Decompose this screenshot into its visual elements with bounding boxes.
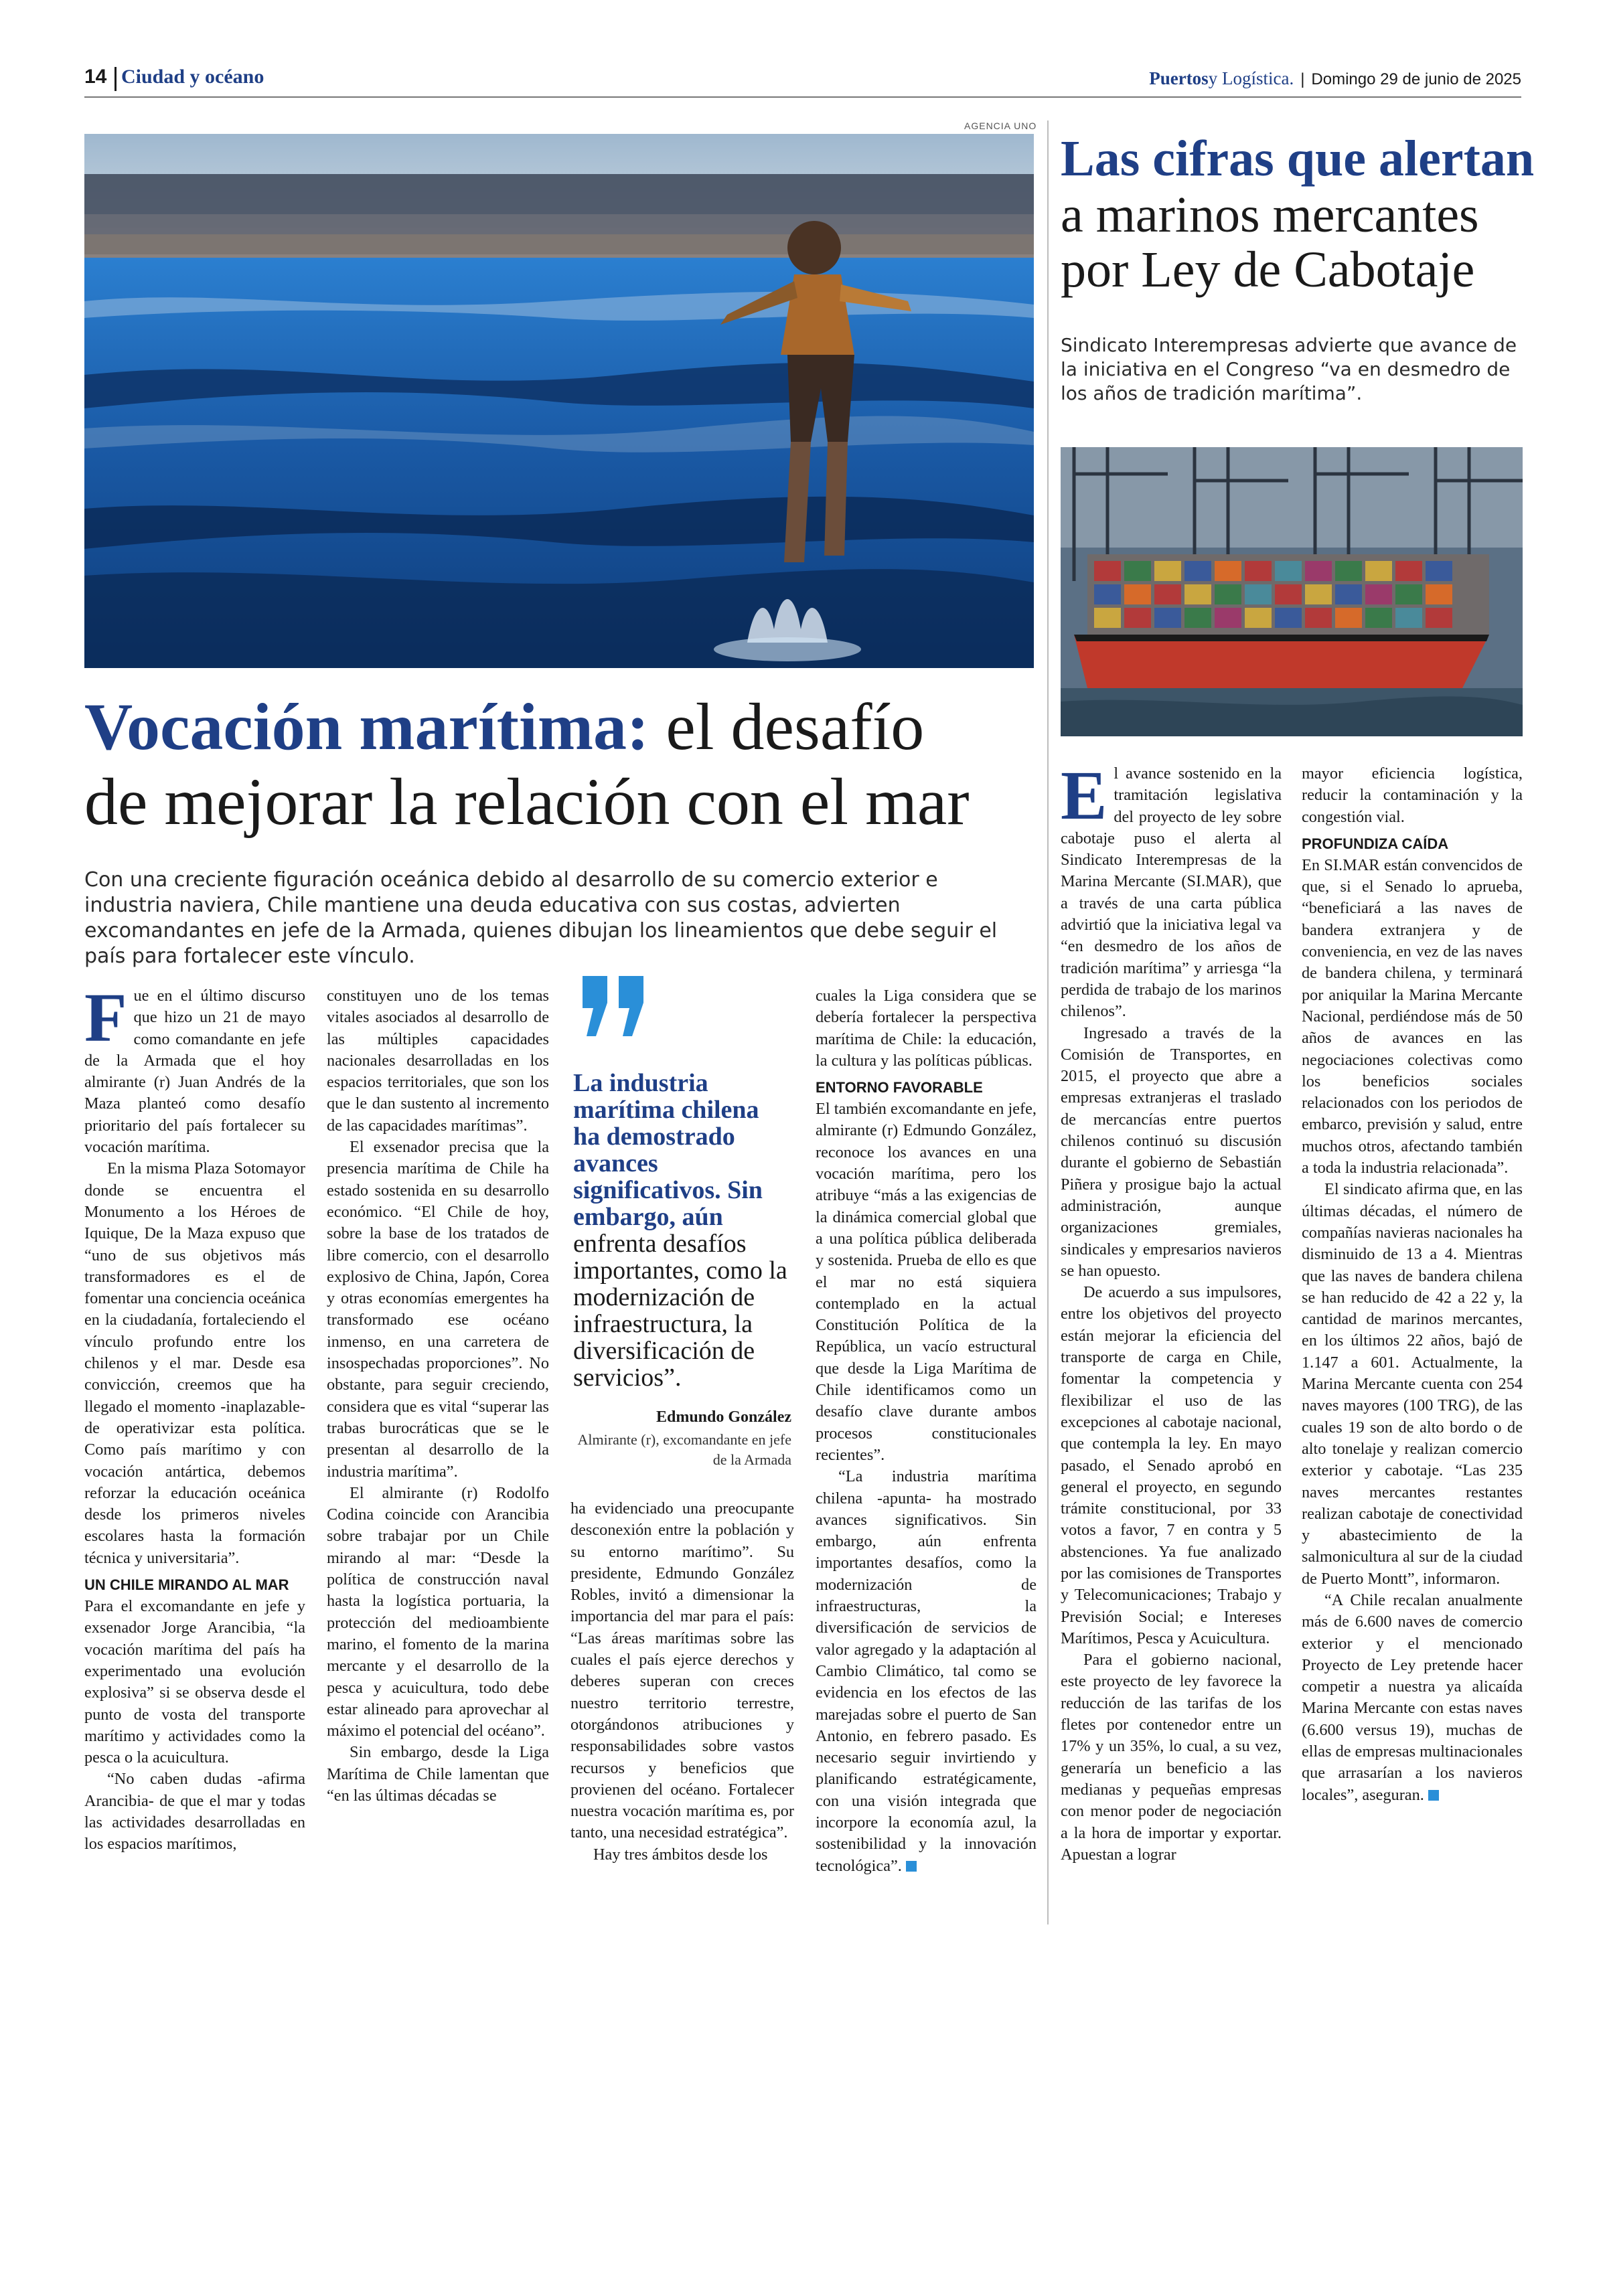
beach-scene-illustration <box>84 134 1034 668</box>
main-col1-para2: En la misma Plaza Sotomayor donde se encuentra el Monumento a los Héroes de Iquique, De la Maza expuso que “uno de sus objetivos más transformadores es el de fomentar una conciencia oceánica en la ciudadanía, fortaleciendo el vínculo profundo entre los chilenos y el mar. Desde esa convicción, creemos que ha llegado el momento -inaplazable- de operativizar esta política. Como país marítimo y con vocación antártica, debemos reforzar la educación oceánica desde los primeros niveles escolares hasta la formación técnica y universitaria”. <box>84 1159 305 1567</box>
main-col4-para2: El también excomandante en jefe, almirante (r) Edmundo González, reconoce los avances en una vocación marítima, pero los atribuye “más a las exigencias de la dinámica comercial global que a una política pública deliberada y sostenida. Prueba de ello es que el mar no está siquiera contemplado en la actual Constitución Política de la República, un vacío estructural que desde la Liga Marítima de Chile identificamos como un desafío clave durante ambos procesos constitucionales recientes”. <box>816 1100 1037 1464</box>
side-col1-para2: Ingresado a través de la Comisión de Transportes, en 2015, el proyecto que abre a empresas extranjeras el traslado de mercancías entre puertos chilenos continuó su discusión durante el gobierno de Sebastián Piñera y prosigue bajo la actual administración, aunque organizaciones gremiales, sindicales y empresarios navieros se han opuesto. <box>1061 1023 1282 1280</box>
pull-quote-rest: enfrenta desafíos importantes, como la modernización de infraestructura, la diversificación de servicios”. <box>573 1230 787 1392</box>
main-column-4 <box>816 985 1037 1877</box>
side-headline-line3: por Ley de Cabotaje <box>1061 242 1475 298</box>
side-col2-para1: mayor eficiencia logística, reducir la contaminación y la congestión vial. <box>1302 764 1523 826</box>
main-col4-para1: cuales la Liga considera que se debería fortalecer la perspectiva marítima de Chile: la educación, la cultura y las políticas públicas. <box>816 987 1037 1070</box>
main-subhead-chile-mirando: UN CHILE MIRANDO AL MAR <box>84 1576 289 1594</box>
column-divider <box>1047 120 1049 1924</box>
photo-credit: AGENCIA UNO <box>964 120 1037 131</box>
main-col2-para1: constituyen uno de los temas vitales asociados al desarrollo de las múltiples capacidades nacionales desarrolladas en los espacios territoriales, que son los que le dan sustento al incremento de las capacidades marítimas”. <box>327 987 549 1135</box>
pull-quote-role: Almirante (r), excomandante en jefe de la Armada <box>577 1431 791 1468</box>
brand-dot-icon: . <box>1289 68 1294 88</box>
main-headline-bold: Vocación marítima: <box>84 689 649 764</box>
header-divider <box>114 67 117 91</box>
main-column-1 <box>84 979 305 1856</box>
section-name: Ciudad y océano <box>121 66 264 88</box>
pull-quote-strong: La industria marítima chilena ha demostrado avances significativos. Sin embargo, aún <box>573 1069 763 1231</box>
side-column-2 <box>1302 763 1523 1806</box>
side-col2-para2: En SI.MAR están convencidos de que, si el Senado lo aprueba, “beneficiará a las naves de bandera extranjera y de conveniencia, en vez de las naves de bandera chilena, y terminará por aniquilar la Marina Mercante Nacional, perdiéndose más de 50 años de avances en las negociaciones colectivas como los beneficios sociales relacionados con los periodos de embarco, previsión y salud, entre muchos otros, afectando también a toda la industria relacionada”. <box>1302 855 1523 1177</box>
main-photo-child-jumping-sea <box>84 134 1034 668</box>
pull-quote-author: Edmundo González <box>656 1408 791 1426</box>
brand-name: Puertos <box>1149 68 1209 88</box>
publication-date: Domingo 29 de junio de 2025 <box>1311 70 1521 88</box>
main-headline-line1 <box>84 689 924 764</box>
side-col2-para4 <box>1302 1590 1523 1806</box>
main-headline-line2: de mejorar la relación con el mar <box>84 764 970 839</box>
side-column-1 <box>1061 757 1282 1866</box>
main-col3-para2: Hay tres ámbitos desde los <box>593 1845 768 1864</box>
end-square-icon <box>1428 1790 1439 1801</box>
header-rule <box>84 96 1521 98</box>
side-dropcap: E <box>1061 757 1107 834</box>
side-col1-para4: Para el gobierno nacional, este proyecto de ley favorece la reducción de las tarifas de los fletes por contenedor entre un 17% y un 35%, lo cual, a su vez, generaría un beneficio a las medianas y pequeñas empresas con menor poder de negociación a la hora de importar y exportar. Apuestan a lograr <box>1061 1651 1282 1864</box>
main-col2-para2: El exsenador precisa que la presencia marítima de Chile ha estado sostenida en su desarrollo económico. “El Chile de hoy, sobre la base de los tratados de libre comercio, con el desarrollo explosivo de China, Japón, Corea y otras economías emergentes ha transformado ese océano inmenso, en una carretera de insospechadas proporciones”. No obstante, para seguir creciendo, considera que es vital “superar las trabas burocráticas que se le presentan al desarrollo de la industria marítima”. <box>327 1138 549 1481</box>
container-ship-illustration <box>1061 447 1523 736</box>
side-col2-para3: El sindicato afirma que, en las últimas décadas, el número de compañías navieras nacionales ha disminuido de 13 a 4. Mientras que las naves de bandera chilena se han reducido de 42 a 22 y, la cantidad de marinos mercantes, en los últimos 22 años, bajó de 1.147 a 601. Actualmente, la Marina Mercante cuenta con 254 naves mayores (100 TRG), de las cuales 19 son de alto bordo o de alto tonelaje y realizan comercio exterior y cabotaje. “Las 235 naves mercantes restantes realizan cabotaje de conectividad y abastecimiento de la salmonicultura al sur de la ciudad de Puerto Montt”, informaron. <box>1302 1180 1523 1588</box>
brand-suffix: y Logística <box>1208 68 1290 88</box>
end-square-icon <box>906 1861 917 1872</box>
main-column-3 <box>570 1498 794 1866</box>
main-dropcap: F <box>84 979 127 1056</box>
main-subhead-entorno: ENTORNO FAVORABLE <box>816 1079 983 1096</box>
main-column-2 <box>327 985 549 1807</box>
port-cargo-ship-photo <box>1061 447 1523 736</box>
side-col2-para4-text: “A Chile recalan anualmente más de 6.600 naves de comercio exterior y el mencionado Proyecto de Ley pretende hacer competir a nuestra ya alicaída Marina Mercante con estas naves (6.600 versus 19), muchas de ellas de empresas multinacionales que arrasarían a los navieros locales”, aseguran. <box>1302 1590 1523 1804</box>
main-col1-para1 <box>84 979 305 1158</box>
main-col1-para1-text: ue en el último discurso que hizo un 21 de mayo como comandante en jefe de la Armada que el hoy almirante (r) Juan Andrés de la Maza planteó como desafío prioritario del país fortalecer su vocación marítima. <box>84 987 305 1157</box>
main-col3-para1: ha evidenciado una preocupante desconexión entre la población y su entorno marítimo”. Su presidente, Edmundo González Robles, invitó a dimensionar la importancia del mar para el país: “Las áreas marítimas sobre las cuales el país ejerce derechos y deberes superan con creces nuestro territorio terrestre, otorgándonos atribuciones y responsabilidades sobre vastos recursos y beneficios que provienen del océano. Fortalecer nuestra vocación marítima es, por tanto, una necesidad estratégica”. <box>570 1499 794 1842</box>
side-deck: Sindicato Interempresas advierte que avance de la iniciativa en el Congreso “va en desmedro de los años de tradición marítima”. <box>1061 334 1517 404</box>
header-separator: | <box>1300 70 1305 88</box>
main-col1-para4: “No caben dudas -afirma Arancibia- de que el mar y todas las actividades desarrolladas en los espacios marítimos, <box>84 1770 305 1854</box>
main-col4-para3-text: “La industria marítima chilena -apunta- ha mostrado avances significativos. Sin embargo, aún enfrenta importantes desafíos, como la modernización de infraestructuras, la diversificación de servicios de valor agregado y la adaptación al Cambio Climático, tal como se evidencia en los efectos de las marejadas sobre el puerto de San Antonio, en febrero pasado. Es necesario seguir invirtiendo y planificando estratégicamente, con una visión integrada que incorpore la economía azul, la sostenibilidad y la innovación tecnológica”. <box>816 1467 1037 1875</box>
side-headline-line2: a marinos mercantes <box>1061 187 1479 243</box>
main-col2-para4: Sin embargo, desde la Liga Marítima de Chile lamentan que “en las últimas décadas se <box>327 1743 549 1805</box>
side-subhead-profundiza: PROFUNDIZA CAÍDA <box>1302 835 1449 852</box>
pull-quote <box>573 1070 791 1391</box>
quote-mark-icon <box>577 976 651 1036</box>
side-col1-para3: De acuerdo a sus impulsores, entre los objetivos del proyecto están mejorar la eficiencia del transporte de carga en Chile, fomentar la competencia y flexibilizar el uso de las excepciones al cabotaje nacional, que contempla la ley. En mayo pasado, el Senado aprobó en general el proyecto, en segundo trámite constitucional, por 33 votos a favor, 7 en contra y 5 abstenciones. Ya fue analizado por las comisiones de Transportes y Telecomunicaciones; Trabajo y Previsión Social; e Intereses Marítimos, Pesca y Acuicultura. <box>1061 1283 1282 1647</box>
publication-header <box>1149 68 1521 89</box>
main-col1-para3: Para el excomandante en jefe y exsenador Jorge Arancibia, “la vocación marítima del país ha experimentado una evolución explosiva” si se observa desde el punto de vosta del transporte marítimo y actividades como la pesca o la acuicultura. <box>84 1597 305 1767</box>
main-deck: Con una creciente figuración oceánica debido al desarrollo de su comercio exterior e industria naviera, Chile mantiene una deuda educativa con sus costas, advierten excomandantes en jefe de la Armada, quienes dibujan los lineamientos que debe seguir el país para fortalecer este vínculo. <box>84 868 998 968</box>
side-headline-line1: Las cifras que alertan <box>1061 131 1535 187</box>
side-col1-para1-text: l avance sostenido en la tramitación legislativa del proyecto de ley sobre cabotaje puso el alerta al Sindicato Interempresas de la Marina Mercante (SI.MAR), que a través de una carta pública advirtió que la iniciativa legal va “en desmedro de los años de tradición marítima” y arriesga “la perdida de trabajo de los marinos chilenos”. <box>1061 764 1282 1021</box>
main-col2-para3: El almirante (r) Rodolfo Codina coincide con Arancibia sobre trabajar por un Chile mirando al mar: “Desde la política de construcción naval hasta la logística portuaria, la protección del medioambiente marino, el fomento de la marina mercante y el desarrollo de la pesca y acuicultura, todo debe estar alineado para aprovechar al máximo el potencial del océano”. <box>327 1483 549 1740</box>
page-number: 14 <box>84 66 107 88</box>
main-col4-para3 <box>816 1466 1037 1877</box>
main-headline-rest: el desafío <box>649 689 925 764</box>
side-col1-para1 <box>1061 757 1282 1023</box>
